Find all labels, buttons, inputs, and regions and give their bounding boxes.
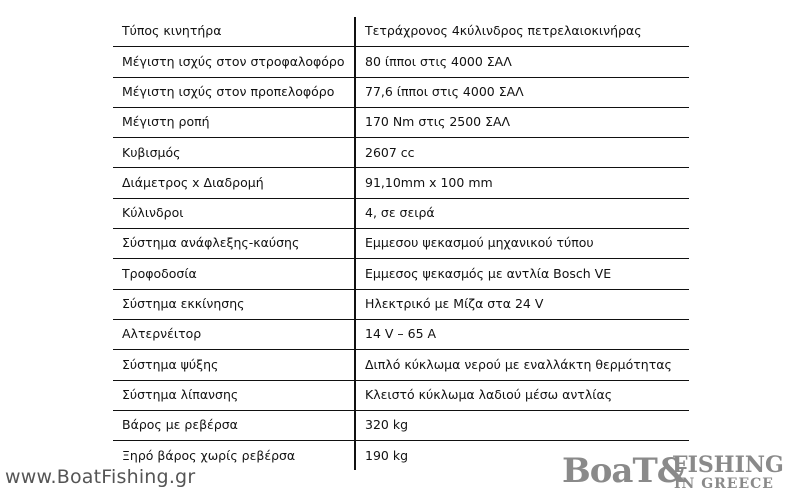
spec-row — [113, 259, 689, 289]
spec-value: 77,6 ίπποι στις 4000 ΣΑΛ — [355, 77, 689, 107]
spec-value: Ηλεκτρικό με Μίζα στα 24 V — [355, 289, 689, 319]
spec-row — [113, 350, 689, 380]
spec-value: 190 kg — [365, 447, 409, 463]
spec-value: 80 ίπποι στις 4000 ΣΑΛ — [355, 47, 689, 77]
spec-row — [113, 289, 689, 319]
spec-label: Τροφοδοσία — [113, 259, 355, 289]
spec-row — [113, 319, 689, 349]
spec-value: Εμμεσος ψεκασμός με αντλία Bosch VE — [355, 259, 689, 289]
spec-label: Κυβισμός — [113, 138, 355, 168]
spec-value: 14 V – 65 A — [355, 319, 689, 349]
spec-row — [113, 77, 689, 107]
spec-label: Σύστημα εκκίνησης — [113, 289, 355, 319]
spec-value: Διπλό κύκλωμα νερού με εναλλάκτη θερμότητας — [355, 350, 689, 380]
spec-label: Μέγιστη ισχύς στον προπελοφόρο — [113, 77, 355, 107]
spec-value: Κλειστό κύκλωμα λαδιού μέσω αντλίας — [355, 380, 689, 410]
logo-word-boat: BoaT& — [562, 451, 687, 491]
spec-label: Σύστημα λίπανσης — [113, 380, 355, 410]
spec-row — [113, 168, 689, 198]
spec-row — [113, 198, 689, 228]
spec-label: Βάρος με ρεβέρσα — [113, 410, 355, 440]
spec-label: Σύστημα ανάφλεξης-καύσης — [113, 229, 355, 259]
spec-label: Μέγιστη ροπή — [113, 107, 355, 137]
spec-value: Εμμεσου ψεκασμού μηχανικού τύπου — [355, 229, 689, 259]
spec-row — [113, 229, 689, 259]
spec-row — [113, 17, 689, 47]
spec-row — [113, 138, 689, 168]
spec-label: Τύπος κινητήρα — [113, 17, 355, 47]
spec-value: 91,10mm x 100 mm — [355, 168, 689, 198]
logo-word-in-greece: IN GREECE — [674, 476, 774, 492]
spec-label: Ξηρό βάρος χωρίς ρεβέρσα — [113, 441, 355, 471]
spec-value: Τετράχρονος 4κύλινδρος πετρελαιοκινήρας — [355, 17, 689, 47]
spec-row — [113, 107, 689, 137]
spec-row — [113, 380, 689, 410]
spec-row — [113, 410, 689, 440]
spec-label: Σύστημα ψύξης — [113, 350, 355, 380]
spec-label: Μέγιστη ισχύς στον στροφαλοφόρο — [113, 47, 355, 77]
spec-value: 320 kg — [355, 410, 689, 440]
logo-word-fishing: FISHING — [672, 452, 784, 478]
spec-label: Κύλινδροι — [113, 198, 355, 228]
spec-value: 170 Nm στις 2500 ΣΑΛ — [355, 107, 689, 137]
spec-value: 2607 cc — [355, 138, 689, 168]
spec-label: Διάμετρος x Διαδρομή — [113, 168, 355, 198]
spec-row — [113, 47, 689, 77]
site-url: www.BoatFishing.gr — [5, 466, 196, 488]
boatfishing-logo — [560, 452, 795, 494]
spec-table-body — [113, 17, 689, 470]
engine-spec-table — [113, 17, 689, 470]
spec-value: 4, σε σειρά — [355, 198, 689, 228]
spec-label: Αλτερνέιτορ — [113, 319, 355, 349]
